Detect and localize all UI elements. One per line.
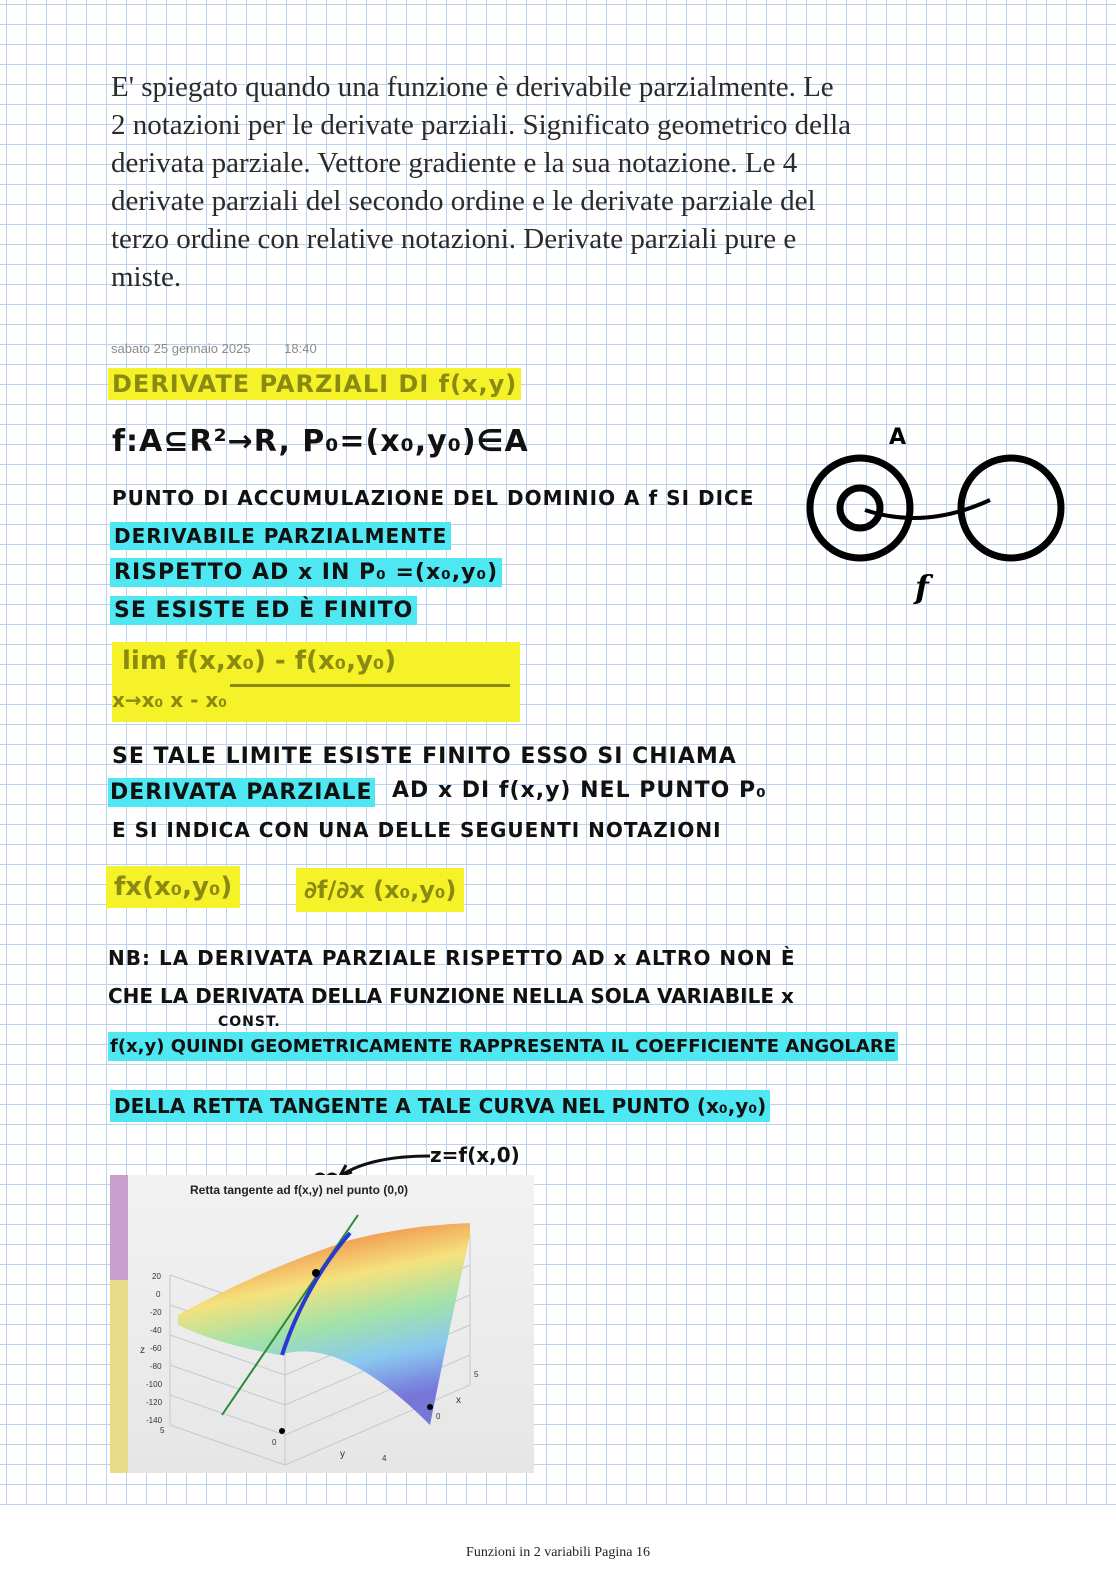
domain-diagram: [805, 420, 1075, 610]
page-footer: Funzioni in 2 variabili Pagina 16: [466, 1545, 650, 1560]
z-axis-label: z: [140, 1345, 145, 1356]
plot-canvas: [110, 1175, 534, 1473]
y-tick: 4: [382, 1454, 387, 1463]
tangent-plot-image: [110, 1175, 534, 1473]
diagram-label-a: A: [889, 425, 907, 450]
note-time: 18:40: [284, 341, 317, 356]
z-tick: -100: [146, 1380, 163, 1389]
plot-title: Retta tangente ad f(x,y) nel punto (0,0): [190, 1183, 409, 1197]
nb-line-2: CHE LA DERIVATA DELLA FUNZIONE NELLA SOLA VARIABILE x: [108, 984, 794, 1008]
tangent-point: [312, 1269, 320, 1277]
surface: [178, 1223, 470, 1425]
x-tick: 5: [474, 1370, 479, 1379]
z-label: z=f(x,0): [430, 1143, 520, 1167]
note-line-limit-exists: SE TALE LIMITE ESISTE FINITO ESSO SI CHIAMA: [112, 744, 737, 769]
const-label: CONST.: [218, 1014, 281, 1030]
z-tick: -80: [150, 1362, 162, 1371]
z-tick: 0: [156, 1290, 161, 1299]
note-line-accumulation: PUNTO DI ACCUMULAZIONE DEL DOMINIO A f SI DICE: [112, 486, 755, 510]
x-point: [427, 1404, 433, 1410]
y-axis-label: y: [340, 1449, 345, 1460]
z-tick: -140: [146, 1416, 163, 1425]
x-axis-label: x: [456, 1395, 461, 1406]
fraction-bar: [230, 684, 510, 687]
limit-box: [112, 642, 520, 722]
limit-denominator: x→x₀ x - x₀: [112, 688, 228, 712]
nb-line-3: f(x,y) QUINDI GEOMETRICAMENTE RAPPRESENTA IL COEFFICIENTE ANGOLARE: [108, 1032, 898, 1061]
page-bottom-margin: [0, 1505, 1116, 1579]
notation-dfdx: ∂f/∂x (x₀,y₀): [296, 868, 464, 912]
outer-circle: [810, 458, 910, 558]
extra-tick: 5: [160, 1426, 165, 1435]
x-tick: 0: [436, 1412, 441, 1421]
mapping-arrow: [865, 500, 990, 518]
function-definition: f:A⊆R²→R, P₀=(x₀,y₀)∈A: [112, 424, 529, 459]
note-partial-derivative: DERIVATA PARZIALE: [110, 780, 373, 805]
notation-fx: fx(x₀,y₀): [106, 866, 240, 908]
notes-heading: DERIVATE PARZIALI DI f(x,y): [108, 368, 521, 400]
nb-line-4: DELLA RETTA TANGENTE A TALE CURVA NEL PUNTO (x₀,y₀): [110, 1090, 770, 1122]
base-point: [279, 1428, 285, 1434]
inner-circle: [840, 488, 880, 528]
note-line-exists: SE ESISTE ED È FINITO: [110, 596, 417, 625]
z-tick: -120: [146, 1398, 163, 1407]
limit-numerator: lim f(x,x₀) - f(x₀,y₀): [122, 646, 397, 676]
note-notations-intro: E SI INDICA CON UNA DELLE SEGUENTI NOTAZIONI: [112, 818, 722, 842]
note-line-respect: RISPETTO AD x IN P₀ =(x₀,y₀): [110, 558, 502, 587]
z-tick: -60: [150, 1344, 162, 1353]
z-tick: -20: [150, 1308, 162, 1317]
z-tick: 20: [152, 1272, 161, 1281]
diagram-label-f: f: [915, 568, 929, 606]
note-partial-derivative-rest: AD x DI f(x,y) NEL PUNTO P₀: [392, 778, 767, 803]
y-tick: 0: [272, 1438, 277, 1447]
note-timestamp: [111, 341, 347, 356]
intro-paragraph: E' spiegato quando una funzione è derivabile parzialmente. Le 2 notazioni per le derivate parziali. Significato geometrico della derivata parziale. Vettore gradiente e la sua notazione. Le 4 derivate parziali del secondo ordine e le derivate parziale del terzo ordine con relative notazioni. Derivate parziali pure e miste.: [111, 71, 852, 293]
note-line-derivable: DERIVABILE PARZIALMENTE: [110, 522, 451, 550]
z-tick: -40: [150, 1326, 162, 1335]
note-date: sabato 25 gennaio 2025: [111, 341, 251, 356]
nb-line-1: NB: LA DERIVATA PARZIALE RISPETTO AD x ALTRO NON È: [108, 946, 796, 970]
z-ticks: [146, 1272, 165, 1435]
